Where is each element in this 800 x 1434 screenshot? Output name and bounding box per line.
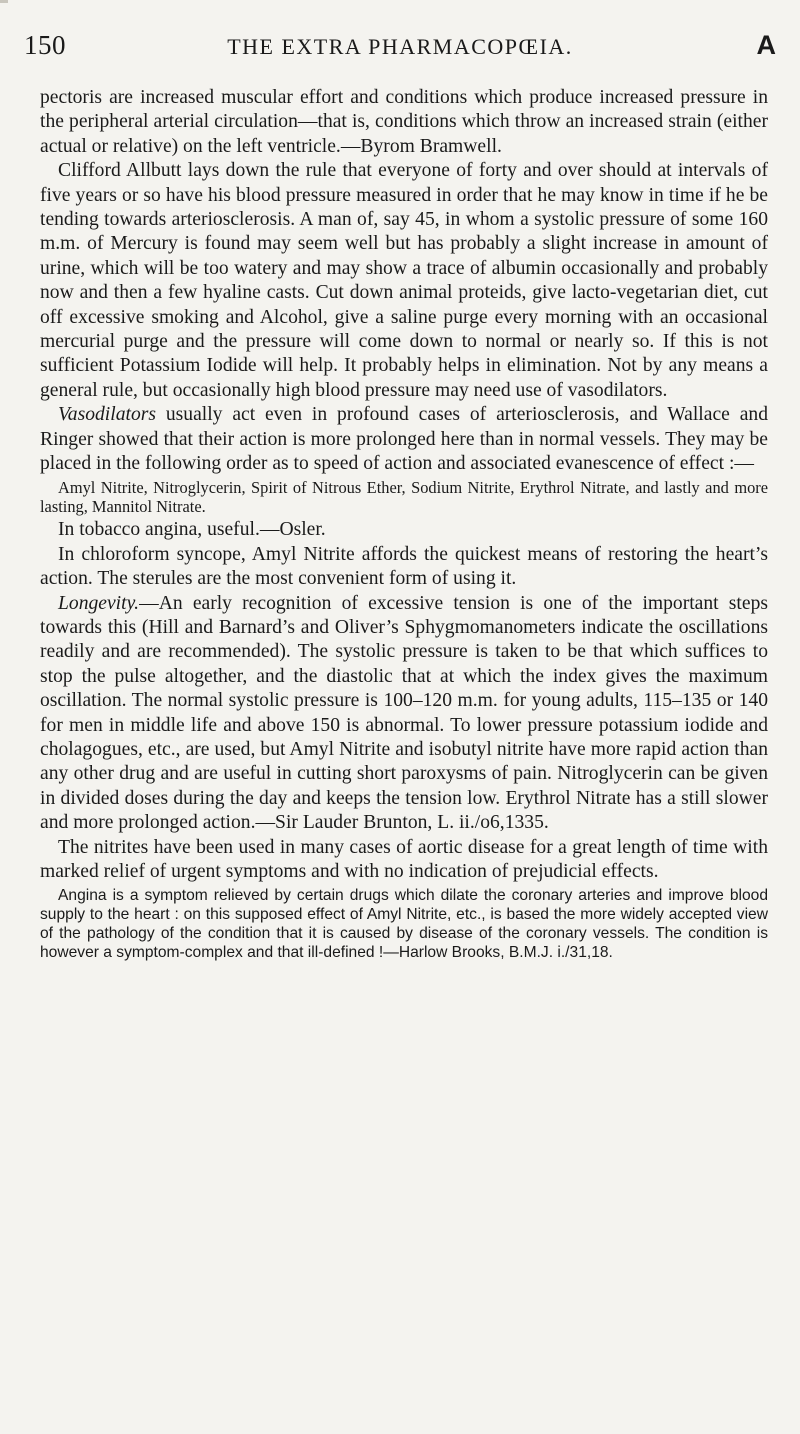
section-letter: A <box>756 30 776 60</box>
paragraph-aortic: The nitrites have been used in many cases of aortic disease for a great length of time with marked relief of urgent symptoms and with no indication of prejudicial effects. <box>40 836 768 882</box>
vasodilators-text: usually act even in profound cases of arteriosclerosis, and Wallace and Ringer showed that their action is more prolonged here than in normal vessels. They may be placed in the following order as to speed of action and associated evanescence of effect :— <box>40 404 768 475</box>
page-number: 150 <box>24 30 66 60</box>
running-head: THE EXTRA PHARMACOPŒIA. <box>227 34 573 59</box>
body-text <box>40 86 768 964</box>
paragraph-nitrite-list: Amyl Nitrite, Nitroglycerin, Spirit of Nitrous Ether, Sodium Nitrite, Erythrol Nitrate, and lastly and more lasting, Mannitol Nitrate. <box>40 477 768 516</box>
longevity-heading: Longevity. <box>58 592 140 614</box>
page-header <box>24 30 776 70</box>
paragraph-continuation: pectoris are increased muscular effort and conditions which produce increased pressure in the peripheral arterial circulation—that is, conditions which throw an increased strain (either actual or relative) on the left ventricle.—Byrom Bramwell. <box>40 87 768 157</box>
paragraph-longevity <box>40 592 768 836</box>
paragraph-tobacco-angina: In tobacco angina, useful.—Osler. <box>58 519 326 541</box>
paragraph-angina-note: Angina is a symptom relieved by certain drugs which dilate the coronary arteries and improve blood supply to the heart : on this supposed effect of Amyl Nitrite, etc., is based the more widely accepted view of the pathology of the condition that it is caused by disease of the coronary vessels. The condition is however a symptom-complex and that ill-defined !—Harlow Brooks, B.M.J. i./31,18. <box>40 887 768 962</box>
paragraph-allbutt: Clifford Allbutt lays down the rule that everyone of forty and over should at intervals of five years or so have his blood pressure measured in order that he may know in time if he be tending towards arteriosclerosis. A man of, say 45, in whom a systolic pressure of some 160 m.m. of Mercury is found may seem well but has probably a slight increase in amount of urine, which will be too watery and may show a trace of albumin occasionally and probably now and then a few hyaline casts. Cut down animal proteids, give lacto-vegetarian diet, cut off excessive smoking and Alcohol, give a saline purge every morning with an occasional mercurial purge and the pressure will come down to normal or nearly so. If this is not sufficient Potassium Iodide will help. It probably helps in elimination. Not by any means a general rule, but occasionally high blood pressure may need use of vasodilators. <box>40 160 768 401</box>
longevity-text: —An early recognition of excessive tension is one of the important steps towards this (Hill and Barnard’s and Oliver’s Sphygmomanometers indicate the oscillations readily and are recommended). The systolic pressure is taken to be that which suffices to stop the pulse altogether, and the diastolic that at which the index gives the maximum oscillation. The normal systolic pressure is 100–120 m.m. for young adults, 115–135 or 140 for men in middle life and above 150 is abnormal. To lower pressure potassium iodide and cholagogues, etc., are used, but Amyl Nitrite and isobutyl nitrite have more rapid action than any other drug and are useful in cutting short paroxysms of pain. Nitroglycerin can be given in divided doses during the day and keeps the tension low. Erythrol Nitrate has a still slower and more prolonged action.—Sir Lauder Brunton, L. ii./o6,1335. <box>40 592 768 834</box>
scan-artifact <box>0 0 8 3</box>
paragraph-chloroform: In chloroform syncope, Amyl Nitrite affords the quickest means of restoring the heart’s action. The sterules are the most convenient form of using it. <box>40 543 768 590</box>
paragraph-vasodilators <box>40 403 768 476</box>
vasodilators-heading: Vasodilators <box>58 404 156 426</box>
